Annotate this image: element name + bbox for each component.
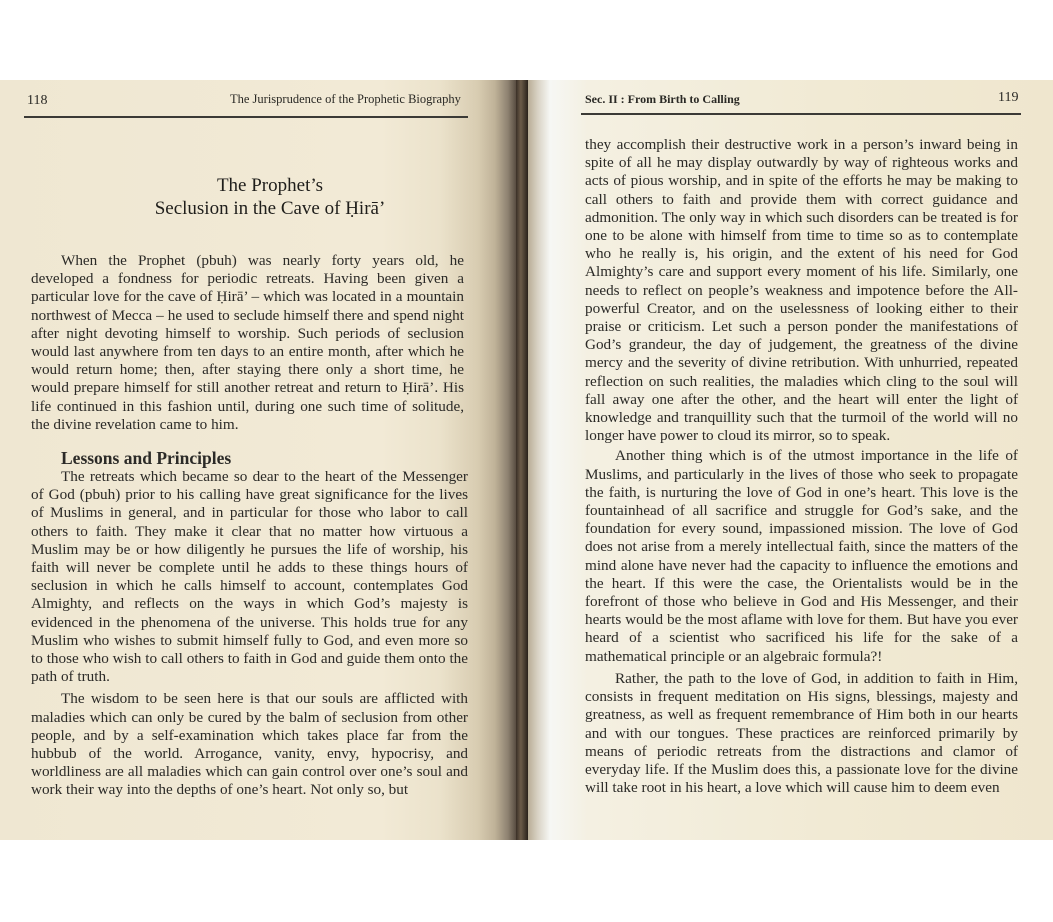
- running-head-right: Sec. II : From Birth to Calling: [585, 92, 740, 106]
- page-number-right: 119: [998, 90, 1019, 105]
- book-spine: [516, 80, 528, 840]
- left-page: [0, 80, 545, 840]
- header-rule-left: [24, 116, 468, 118]
- left-body-intro: [31, 252, 464, 434]
- paragraph: When the Prophet (pbuh) was nearly forty years old, he developed a fondness for periodic retreats. Having been given a particular love for the cave of Ḥirā’ – which was located in a mountain northwest of Mecca – he used to seclude himself there and spend night after night devoting himself to worship. Such periods of seclusion would last anywhere from ten days to an entire month, after which he would return home; then, after staying there only a short time, he would prepare himself for still another retreat and return to Ḥirā’. His life continued in this fashion until, during one such time of solitude, the divine revelation came to him.: [31, 252, 464, 433]
- running-head-left: The Jurisprudence of the Prophetic Biography: [230, 92, 461, 106]
- paragraph: Rather, the path to the love of God, in addition to faith in Him, consists in frequent meditation on His signs, blessings, majesty and greatness, as well as frequent remembrance of Him both in our hearts and with our tongues. These practices are reinforced primarily by means of periodic retreats from the distractions and clamor of everyday life. If the Muslim does this, a passionate love for the divine will take root in his heart, a love which will cause him to deem even: [585, 669, 1018, 797]
- paragraph: Another thing which is of the utmost importance in the life of Muslims, and particularly in the lives of those who seek to propagate the faith, is nurturing the love of God in one’s heart. This love is the fountainhead of all sacrifice and struggle for God’s sake, and the foundation for every sound, impassioned mission. The love of God does not arise from a merely intellectual faith, since the matters of the mind alone have never had the capacity to influence the emotions and the heart. If this were the case, the Orientalists would be in the forefront of those who believe in God and His Messenger, and their hearts would be the most aflame with love for them. But have you ever heard of a scientist who sacrificed his life for the sake of a mathematical principle or an algebraic formula?!: [585, 447, 1018, 665]
- book-spread: [0, 80, 1053, 840]
- header-rule-right: [581, 113, 1021, 115]
- section-heading: Lessons and Principles: [61, 448, 232, 468]
- chapter-title-line-1: The Prophet’s: [216, 175, 324, 196]
- left-body-section: [31, 448, 468, 800]
- right-page: [528, 80, 1053, 840]
- page-number-left: 118: [27, 93, 48, 108]
- paragraph: The retreats which became so dear to the heart of the Messenger of God (pbuh) prior to his calling have great significance for the lives of Muslims in general, and in particular for those who labor to call others to faith. They make it clear that no matter how virtuous a Muslim may be or how diligently he pursues the life of worship, his faith will never be complete until he adds to these things hours of seclusion in which he calls himself to account, contemplates God Almighty, and reflects on the ways in which God’s majesty is evidenced in the phenomena of the universe. This holds true for any Muslim who wishes to submit himself fully to God, and even more so to those who wish to call others to faith in God and guide them onto the path of truth.: [31, 468, 468, 686]
- right-body: [585, 136, 1018, 797]
- paragraph: they accomplish their destructive work in a person’s inward being in spite of all he may display outwardly by way of righteous works and acts of pious worship, and in spite of the efforts he may be making to call others to faith and provide them with correct guidance and admonition. The only way in which such disorders can be treated is for one to be alone with himself from time to time so as to contemplate who he really is, his origin, and the extent of his need for God Almighty’s care and support every moment of his life. Similarly, one needs to reflect on people’s weakness and impotence before the All-powerful Creator, and on the uselessness of looking either to their praise or criticism. Let such a person ponder the manifestations of God’s grandeur, the day of judgement, the greatness of the divine mercy and the severity of divine retribution. With unhurried, repeated reflection on such realities, the maladies which cling to the soul will fall away one after the other, and the heart will enter the light of knowledge and tranquillity such that the turmoil of the world will no longer have power to cloud its mirror, so to speak.: [585, 136, 1018, 445]
- paragraph: The wisdom to be seen here is that our souls are afflicted with maladies which can only be cured by the balm of seclusion from other people, and by a self-examination which takes place far from the hubbub of the world. Arrogance, vanity, envy, hypocrisy, and worldliness are all maladies which can gain control over one’s soul and work their way into the depths of one’s heart. Not only so, but: [31, 690, 468, 799]
- chapter-title: [100, 174, 440, 220]
- chapter-title-line-2: Seclusion in the Cave of Ḥirā’: [154, 198, 386, 219]
